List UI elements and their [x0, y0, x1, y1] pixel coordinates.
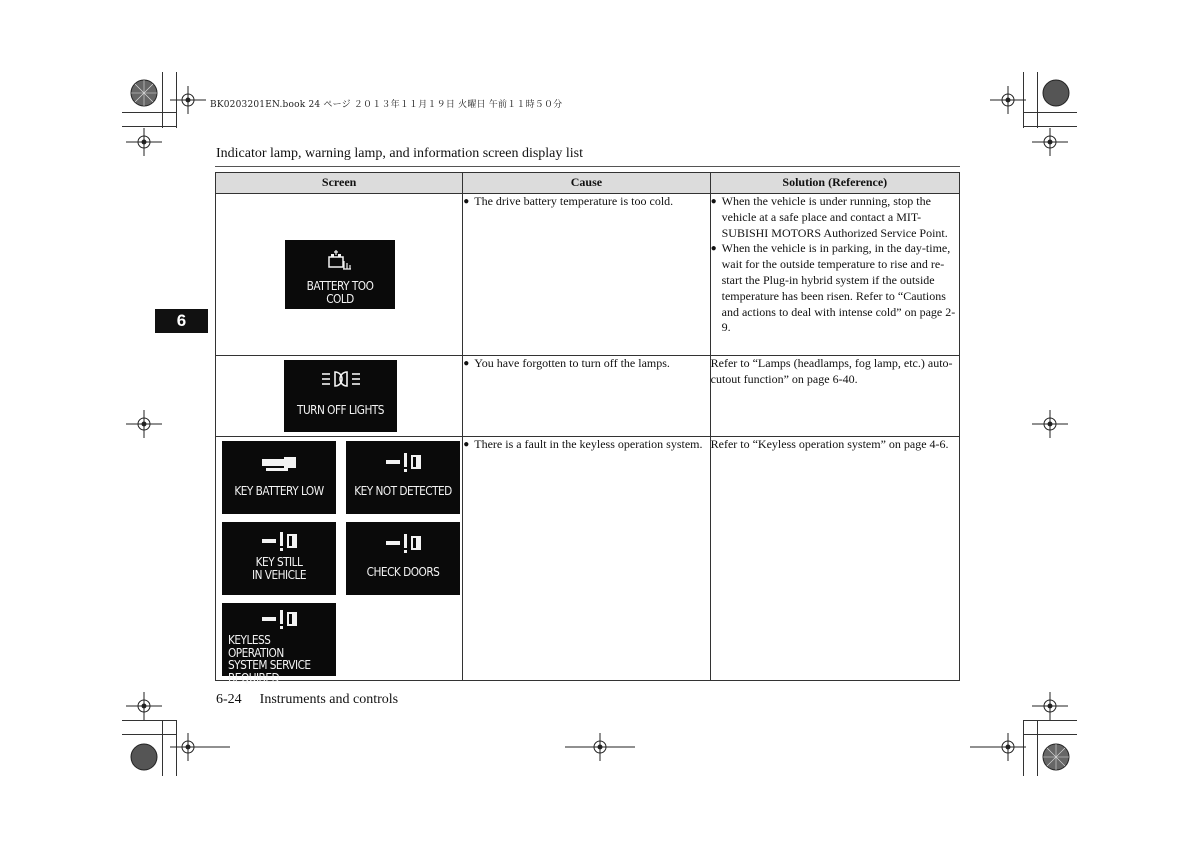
registration-rosette-icon — [1042, 743, 1070, 771]
cause-text: ● You have forgotten to turn off the lamps. — [463, 356, 709, 372]
solution-bullet: ● When the vehicle is in parking, in the day-time, wait for the outside temperature to rise and re-start the Plug-in hybrid system if the outside temperature has been risen. Refer to “Cautions and actions to deal with intense cold” on page 2-9. — [711, 241, 959, 336]
screen-cell — [216, 356, 463, 437]
cause-cell — [463, 356, 710, 437]
display-battery-too-cold — [285, 240, 395, 309]
screen-cell — [216, 194, 463, 356]
display-key-not-detected — [346, 441, 460, 514]
display-label: KEY STILL IN VEHICLE — [252, 555, 306, 582]
display-key-still-in-vehicle — [222, 522, 336, 595]
display-turn-off-lights — [284, 360, 397, 432]
key-battery-icon — [258, 454, 302, 474]
table-row — [216, 194, 960, 356]
table-row — [216, 437, 960, 681]
key-icon — [384, 451, 424, 473]
file-meta-line: BK0203201EN.book 24 ページ ２０１３年１１月１９日 火曜日 午前１１時５０分 — [210, 100, 563, 110]
lights-icon — [320, 369, 362, 389]
solution-cell — [710, 356, 959, 437]
title-rule — [215, 166, 960, 167]
display-label: KEY BATTERY LOW — [234, 484, 324, 498]
registration-rosette-icon — [1042, 79, 1070, 107]
registration-rosette-icon — [130, 79, 158, 107]
solution-text: Refer to “Lamps (headlamps, fog lamp, etc.) auto-cutout function” on page 6-40. — [710, 356, 953, 386]
display-check-doors — [346, 522, 460, 595]
cause-text: ● The drive battery temperature is too cold. — [463, 194, 709, 210]
key-icon — [384, 532, 424, 554]
solution-text: Refer to “Keyless operation system” on page 4-6. — [710, 437, 949, 451]
display-label: KEY NOT DETECTED — [354, 484, 452, 498]
solution-cell — [710, 437, 959, 681]
indicator-table — [215, 172, 960, 685]
header-solution: Solution (Reference) — [710, 173, 959, 194]
key-icon — [260, 608, 300, 630]
battery-cold-icon — [327, 249, 351, 271]
display-key-battery-low — [222, 441, 336, 514]
display-label: BATTERY TOO COLD — [306, 279, 374, 306]
footer-section: Instruments and controls — [259, 692, 399, 707]
table-header-row — [216, 173, 960, 194]
registration-rosette-icon — [130, 743, 158, 771]
display-label: KEYLESS OPERATION SYSTEM SERVICE REQUIRED — [228, 633, 311, 685]
header-cause: Cause — [463, 173, 710, 194]
solution-bullet: ● When the vehicle is under running, stop the vehicle at a safe place and contact a MIT-SUBISHI MOTORS Authorized Service Point. — [711, 194, 959, 241]
key-icon — [260, 530, 300, 552]
display-label: TURN OFF LIGHTS — [297, 403, 384, 417]
cause-text: ● There is a fault in the keyless operation system. — [463, 437, 709, 453]
screen-cell — [216, 437, 463, 685]
chapter-tab: 6 — [155, 309, 208, 333]
solution-cell — [710, 194, 959, 356]
cause-cell — [463, 194, 710, 356]
cause-cell — [463, 437, 710, 681]
display-label: CHECK DOORS — [366, 565, 440, 579]
page-footer — [216, 692, 398, 708]
section-title: Indicator lamp, warning lamp, and information screen display list — [216, 146, 584, 161]
display-keyless-service-required — [222, 603, 336, 685]
page-number: 6-24 — [216, 692, 242, 707]
header-screen: Screen — [216, 173, 463, 194]
table-row — [216, 356, 960, 437]
